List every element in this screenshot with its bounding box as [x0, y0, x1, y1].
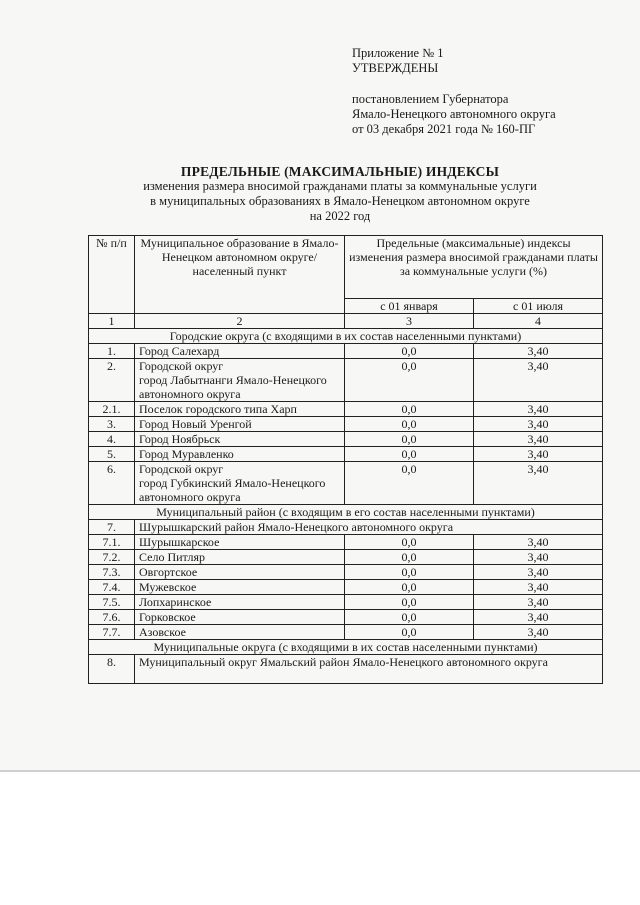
row-july-value: 3,40	[474, 565, 603, 580]
row-number: 3.	[89, 417, 135, 432]
row-number: 2.	[89, 359, 135, 402]
row-january-value: 0,0	[345, 565, 474, 580]
table-row	[89, 344, 603, 359]
row-name: Горковское	[135, 610, 345, 625]
row-number: 7.	[89, 520, 135, 535]
row-july-value: 3,40	[474, 432, 603, 447]
row-july-value: 3,40	[474, 447, 603, 462]
row-name: Город Муравленко	[135, 447, 345, 462]
decree-line-2: Ямало-Ненецкого автономного округа	[352, 107, 556, 121]
page-edge-divider	[0, 770, 640, 772]
row-name: Шурышкарский район Ямало-Ненецкого автономного округа	[135, 520, 603, 535]
table-row	[89, 359, 603, 402]
row-number: 7.7.	[89, 625, 135, 640]
row-name: Овгортское	[135, 565, 345, 580]
decree-line-3: от 03 декабря 2021 года № 160-ПГ	[352, 122, 536, 136]
row-july-value: 3,40	[474, 535, 603, 550]
row-july-value: 3,40	[474, 402, 603, 417]
table-row	[89, 535, 603, 550]
row-july-value: 3,40	[474, 595, 603, 610]
header-july: с 01 июля	[474, 299, 603, 314]
section-municipal-okrugs: Муниципальные округа (с входящими в их состав населенными пунктами)	[89, 640, 603, 655]
header-january: с 01 января	[345, 299, 474, 314]
row-name: Мужевское	[135, 580, 345, 595]
row-number: 5.	[89, 447, 135, 462]
header-number: № п/п	[89, 236, 135, 314]
document-subtitle-3: на 2022 год	[309, 209, 371, 223]
row-january-value: 0,0	[345, 462, 474, 505]
column-number-1: 1	[89, 314, 135, 329]
section-municipal-district: Муниципальный район (с входящим в его состав населенными пунктами)	[89, 505, 603, 520]
section-urban-districts: Городские округа (с входящими в их состав населенными пунктами)	[89, 329, 603, 344]
column-number-3: 3	[345, 314, 474, 329]
document-heading	[80, 164, 600, 224]
row-number: 1.	[89, 344, 135, 359]
approved-label: УТВЕРЖДЕНЫ	[352, 61, 439, 75]
row-number: 7.2.	[89, 550, 135, 565]
row-july-value: 3,40	[474, 580, 603, 595]
table-row	[89, 417, 603, 432]
row-name: Село Питляр	[135, 550, 345, 565]
row-january-value: 0,0	[345, 610, 474, 625]
row-january-value: 0,0	[345, 344, 474, 359]
row-july-value: 3,40	[474, 610, 603, 625]
row-name: Город Ноябрьск	[135, 432, 345, 447]
row-name: Азовское	[135, 625, 345, 640]
row-january-value: 0,0	[345, 402, 474, 417]
row-number: 7.3.	[89, 565, 135, 580]
column-number-2: 2	[135, 314, 345, 329]
row-number: 7.1.	[89, 535, 135, 550]
row-july-value: 3,40	[474, 359, 603, 402]
decree-line-1: постановлением Губернатора	[352, 92, 509, 106]
header-municipality: Муниципальное образование в Ямало-Ненецком автономном округе/населенный пункт	[135, 236, 345, 314]
row-january-value: 0,0	[345, 625, 474, 640]
column-number-4: 4	[474, 314, 603, 329]
row-july-value: 3,40	[474, 462, 603, 505]
row-number: 8.	[89, 655, 135, 684]
table-row	[89, 402, 603, 417]
table-row	[89, 565, 603, 580]
row-july-value: 3,40	[474, 625, 603, 640]
row-july-value: 3,40	[474, 417, 603, 432]
row-name: Поселок городского типа Харп	[135, 402, 345, 417]
row-july-value: 3,40	[474, 344, 603, 359]
row-number: 7.5.	[89, 595, 135, 610]
row-january-value: 0,0	[345, 535, 474, 550]
table-row	[89, 655, 603, 684]
table-row	[89, 625, 603, 640]
table-row	[89, 550, 603, 565]
document-subtitle-2: в муниципальных образованиях в Ямало-Ненецком автономном округе	[150, 194, 530, 208]
row-january-value: 0,0	[345, 595, 474, 610]
table-row	[89, 580, 603, 595]
document-subtitle-1: изменения размера вносимой гражданами платы за коммунальные услуги	[143, 179, 537, 193]
row-name: Город Салехард	[135, 344, 345, 359]
row-number: 7.6.	[89, 610, 135, 625]
row-january-value: 0,0	[345, 417, 474, 432]
header-index: Предельные (максимальные) индексы изменения размера вносимой гражданами платы за коммунальные услуги (%)	[345, 236, 603, 299]
row-name: Город Новый Уренгой	[135, 417, 345, 432]
indices-table	[88, 235, 603, 684]
row-number: 2.1.	[89, 402, 135, 417]
table-row	[89, 432, 603, 447]
document-title: ПРЕДЕЛЬНЫЕ (МАКСИМАЛЬНЫЕ) ИНДЕКСЫ	[180, 164, 500, 179]
row-january-value: 0,0	[345, 432, 474, 447]
table-row	[89, 462, 603, 505]
row-number: 7.4.	[89, 580, 135, 595]
table-row	[89, 447, 603, 462]
row-number: 6.	[89, 462, 135, 505]
table-row	[89, 595, 603, 610]
row-number: 4.	[89, 432, 135, 447]
approval-block	[352, 46, 556, 137]
appendix-label: Приложение № 1	[352, 46, 444, 60]
row-january-value: 0,0	[345, 447, 474, 462]
table-row	[89, 520, 603, 535]
row-name: Шурышкарское	[135, 535, 345, 550]
row-january-value: 0,0	[345, 550, 474, 565]
row-name: Лопхаринское	[135, 595, 345, 610]
table-row	[89, 610, 603, 625]
row-name: Городской округ город Лабытнанги Ямало-Ненецкого автономного округа	[135, 359, 345, 402]
row-name: Муниципальный округ Ямальский район Ямало-Ненецкого автономного округа	[135, 655, 603, 684]
row-january-value: 0,0	[345, 580, 474, 595]
row-january-value: 0,0	[345, 359, 474, 402]
row-july-value: 3,40	[474, 550, 603, 565]
row-name: Городской округ город Губкинский Ямало-Ненецкого автономного округа	[135, 462, 345, 505]
